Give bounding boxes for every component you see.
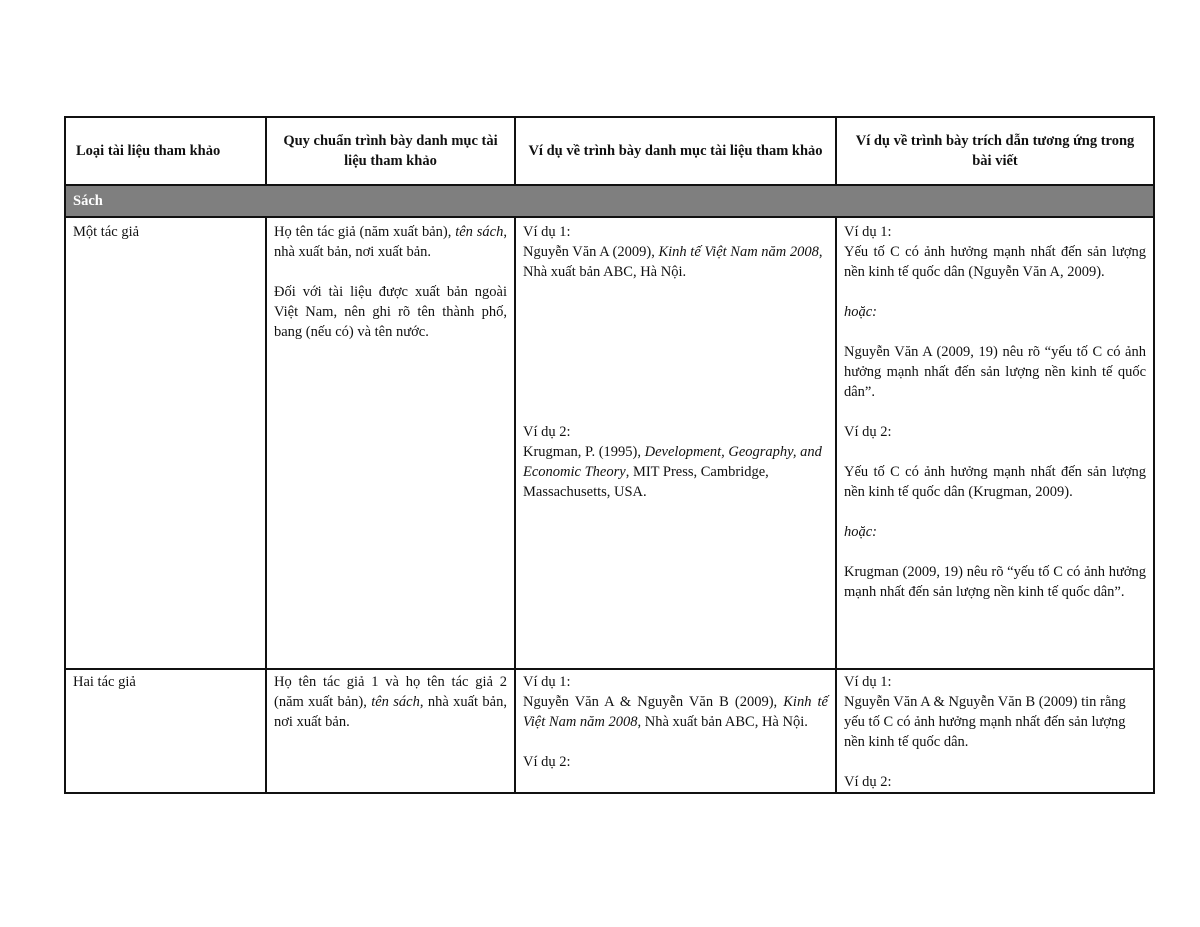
citation-example-2-alt: Krugman (2009, 19) nêu rõ “yếu tố C có ảnh hưởng mạnh nhất đến sản lượng nền kinh tế quốc dân”. [844,564,1146,600]
example-label: Ví dụ 1: [844,674,892,690]
or-label: hoặc: [844,304,878,320]
reference-example-1: Nguyễn Văn A (2009), Kinh tế Việt Nam năm 2008, Nhà xuất bản ABC, Hà Nội. [523,244,823,280]
example-label: Ví dụ 1: [523,224,571,240]
reference-example-2: Krugman, P. (1995), Development, Geography, and Economic Theory, MIT Press, Cambridge, Massachusetts, USA. [523,444,822,500]
row-type: Hai tác giả [65,669,266,793]
rule-note: Đối với tài liệu được xuất bản ngoài Việt Nam, nên ghi rõ tên thành phố, bang (nếu có) và tên nước. [274,284,507,340]
section-row [65,185,1154,217]
row-citation [836,669,1154,793]
header-document-type: Loại tài liệu tham khảo [65,117,266,185]
table-row [65,217,1154,669]
example-label: Ví dụ 2: [844,774,892,790]
header-reference-example: Ví dụ về trình bày danh mục tài liệu tham khảo [515,117,836,185]
rule-paragraph: Họ tên tác giả (năm xuất bản), tên sách, nhà xuất bản, nơi xuất bản. [274,224,507,260]
row-reference [515,669,836,793]
example-label: Ví dụ 2: [844,424,892,440]
header-row [65,117,1154,185]
example-label: Ví dụ 1: [523,674,571,690]
example-label: Ví dụ 1: [844,224,892,240]
or-label: hoặc: [844,524,878,540]
header-format-rule: Quy chuẩn trình bày danh mục tài liệu tham khảo [266,117,515,185]
header-citation-example: Ví dụ về trình bày trích dẫn tương ứng trong bài viết [836,117,1154,185]
reference-format-table [64,116,1155,794]
row-type: Một tác giả [65,217,266,669]
reference-example-1: Nguyễn Văn A & Nguyễn Văn B (2009), Kinh tế Việt Nam năm 2008, Nhà xuất bản ABC, Hà Nội. [523,694,828,730]
row-rule [266,669,515,793]
row-reference [515,217,836,669]
row-citation [836,217,1154,669]
citation-example-1-alt: Nguyễn Văn A (2009, 19) nêu rõ “yếu tố C có ảnh hưởng mạnh nhất đến sản lượng nền kinh tế quốc dân”. [844,344,1146,400]
citation-example-2: Yếu tố C có ảnh hưởng mạnh nhất đến sản lượng nền kinh tế quốc dân (Krugman, 2009). [844,464,1146,500]
example-label: Ví dụ 2: [523,424,571,440]
table-row [65,669,1154,793]
citation-example-1: Yếu tố C có ảnh hưởng mạnh nhất đến sản lượng nền kinh tế quốc dân (Nguyễn Văn A, 2009). [844,244,1146,280]
example-label: Ví dụ 2: [523,754,571,770]
rule-paragraph: Họ tên tác giả 1 và họ tên tác giả 2 (năm xuất bản), tên sách, nhà xuất bản, nơi xuất bản. [274,674,507,730]
row-rule [266,217,515,669]
citation-example-1: Nguyễn Văn A & Nguyễn Văn B (2009) tin rằng yếu tố C có ảnh hưởng mạnh nhất đến sản lượng nền kinh tế quốc dân. [844,694,1126,750]
section-title: Sách [65,185,1154,217]
